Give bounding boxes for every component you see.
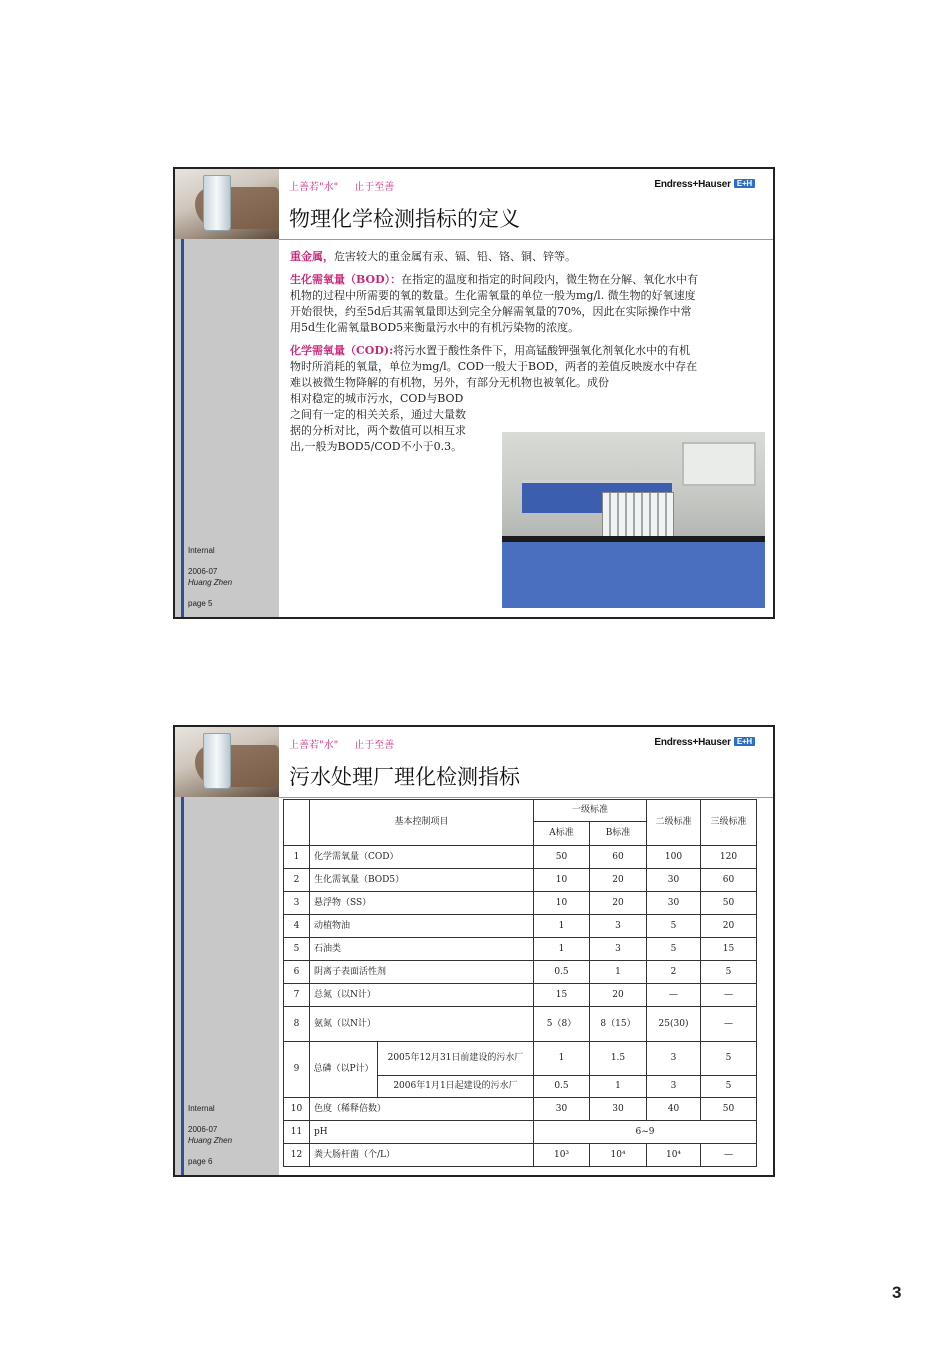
paragraph-cod: [290, 343, 700, 391]
table-row: [284, 938, 757, 961]
row-name: 动植物油: [310, 915, 534, 938]
row-name: pH: [310, 1121, 534, 1144]
table-row: [284, 984, 757, 1007]
brand-mark-icon: E+H: [734, 179, 755, 188]
cell-grade3: 5: [701, 961, 757, 984]
header-no: [284, 800, 310, 846]
cell-grade3: 60: [701, 869, 757, 892]
cell-a: 10: [534, 892, 590, 915]
cell-a: 50: [534, 846, 590, 869]
header-grade3: 三级标准: [701, 800, 757, 846]
cell-grade3: —: [701, 1144, 757, 1167]
brand-logo: [654, 737, 755, 748]
cell-grade3: 50: [701, 1098, 757, 1121]
row-name: 色度（稀释倍数）: [310, 1098, 534, 1121]
table-header-row: [284, 800, 757, 822]
brand-name: Endress+Hauser: [654, 179, 731, 190]
definition: 将污水置于酸性条件下，用高锰酸钾强氧化剂氧化水中的有机物时所消耗的氧量，单位为mg/l。COD一般大于BOD，两者的差值反映废水中存在难以被微生物降解的有机物，另外，有部分无机物也被氧化。成份: [290, 344, 698, 389]
slide-title: 污水处理厂理化检测指标: [289, 765, 520, 789]
row-name: 悬浮物（SS）: [310, 892, 534, 915]
cell-grade3: 5: [701, 1076, 757, 1098]
definition: 在指定的温度和指定的时间段内，微生物在分解、氧化水中有机物的过程中所需要的氧的数量。生化需氧量的单位一般为mg/l. 微生物的好氧速度开始很快，约至5d后其需氧量即达到完全分解需氧量的70%，因此在实际操作中常用5d生化需氧量BOD5来衡量污水中的有机污染物的浓度。: [290, 273, 699, 334]
motto-part: 上善若"水": [289, 740, 339, 751]
cell-grade3: 120: [701, 846, 757, 869]
brand-mark-icon: E+H: [734, 737, 755, 746]
table-row: [284, 1121, 757, 1144]
row-no: 3: [284, 892, 310, 915]
header-grade1: 一级标准: [534, 800, 647, 822]
meta-author: Huang Zhen: [188, 578, 233, 587]
cell-b: 3: [590, 938, 647, 961]
cell-grade2: 30: [647, 892, 701, 915]
brand-logo: [654, 179, 755, 190]
table-row: [284, 846, 757, 869]
row-condition: 2006年1月1日起建设的污水厂: [378, 1076, 534, 1098]
motto-part: 止于至善: [354, 740, 395, 751]
table-row: [284, 961, 757, 984]
cell-a: 10³: [534, 1144, 590, 1167]
definition: 危害较大的重金属有汞、镉、铅、铬、铜、锌等。: [334, 250, 576, 263]
cell-b: 1.5: [590, 1042, 647, 1076]
slide-header: [279, 727, 773, 798]
row-no: 10: [284, 1098, 310, 1121]
row-name: 化学需氧量（COD）: [310, 846, 534, 869]
page-number: 3: [892, 1283, 902, 1302]
row-no: 5: [284, 938, 310, 961]
slide-6: [173, 725, 775, 1177]
cell-a: 10: [534, 869, 590, 892]
row-name: 总氮（以N计）: [310, 984, 534, 1007]
cell-a: 0.5: [534, 1076, 590, 1098]
table-row: [284, 1098, 757, 1121]
cell-a: 15: [534, 984, 590, 1007]
row-name: 石油类: [310, 938, 534, 961]
table-row: [284, 1144, 757, 1167]
row-name: 粪大肠杆菌（个/L）: [310, 1144, 534, 1167]
cell-a: 1: [534, 1042, 590, 1076]
slide-body: [290, 249, 700, 455]
cell-b: 1: [590, 1076, 647, 1098]
cell-grade2: 10⁴: [647, 1144, 701, 1167]
slide-5: [173, 167, 775, 619]
paragraph-heavy-metal: [290, 249, 700, 265]
meta-page: page 5: [188, 599, 213, 608]
cell-grade2: 3: [647, 1042, 701, 1076]
table-row: [284, 915, 757, 938]
row-no: 6: [284, 961, 310, 984]
cell-grade2: 2: [647, 961, 701, 984]
meta-author: Huang Zhen: [188, 1136, 233, 1145]
cell-ph-range: 6~9: [534, 1121, 757, 1144]
cell-b: 20: [590, 869, 647, 892]
cell-grade2: 5: [647, 915, 701, 938]
cell-b: 1: [590, 961, 647, 984]
meta-label: Internal: [188, 1104, 215, 1113]
table-row: [284, 1007, 757, 1042]
cell-b: 30: [590, 1098, 647, 1121]
cell-a: 1: [534, 915, 590, 938]
cell-grade3: 50: [701, 892, 757, 915]
row-no: 4: [284, 915, 310, 938]
cell-a: 1: [534, 938, 590, 961]
cell-grade2: —: [647, 984, 701, 1007]
header-b: B标准: [590, 822, 647, 846]
meta-label: Internal: [188, 546, 215, 555]
row-name: 氨氮（以N计）: [310, 1007, 534, 1042]
row-no: 1: [284, 846, 310, 869]
slide-header: [279, 169, 773, 240]
cell-a: 30: [534, 1098, 590, 1121]
cell-grade3: —: [701, 1007, 757, 1042]
motto: [289, 178, 410, 193]
motto-part: 上善若"水": [289, 182, 339, 193]
row-no: 7: [284, 984, 310, 1007]
cell-b: 20: [590, 984, 647, 1007]
row-no: 8: [284, 1007, 310, 1042]
row-no: 12: [284, 1144, 310, 1167]
cell-grade3: 5: [701, 1042, 757, 1076]
meta-page: page 6: [188, 1157, 213, 1166]
row-condition: 2005年12月31日前建设的污水厂: [378, 1042, 534, 1076]
water-glass-photo: [175, 169, 279, 239]
table-row: [284, 892, 757, 915]
row-no: 11: [284, 1121, 310, 1144]
motto: [289, 736, 410, 751]
standards-table: [283, 799, 757, 1167]
header-item: 基本控制项目: [310, 800, 534, 846]
term: 重金属，: [290, 250, 334, 263]
cell-grade3: 15: [701, 938, 757, 961]
row-no: 9: [284, 1042, 310, 1098]
cell-grade2: 40: [647, 1098, 701, 1121]
cell-b: 10⁴: [590, 1144, 647, 1167]
laboratory-photo: [502, 432, 765, 608]
cell-grade3: —: [701, 984, 757, 1007]
row-no: 2: [284, 869, 310, 892]
cell-b: 60: [590, 846, 647, 869]
motto-part: 止于至善: [354, 182, 395, 193]
table-row: [284, 1042, 757, 1076]
table-row: [284, 869, 757, 892]
cell-grade2: 30: [647, 869, 701, 892]
header-a: A标准: [534, 822, 590, 846]
cell-a: 0.5: [534, 961, 590, 984]
paragraph-bod: [290, 272, 700, 336]
row-name: 阴离子表面活性剂: [310, 961, 534, 984]
cell-grade2: 3: [647, 1076, 701, 1098]
water-glass-photo: [175, 727, 279, 797]
brand-name: Endress+Hauser: [654, 737, 731, 748]
row-name: 生化需氧量（BOD5）: [310, 869, 534, 892]
header-grade2: 二级标准: [647, 800, 701, 846]
term: 生化需氧量（BOD）：: [290, 273, 402, 286]
cell-a: 5（8）: [534, 1007, 590, 1042]
cell-grade2: 100: [647, 846, 701, 869]
slide-title: 物理化学检测指标的定义: [289, 207, 520, 231]
paragraph-cod-cont: [290, 391, 470, 455]
cell-b: 3: [590, 915, 647, 938]
cell-b: 20: [590, 892, 647, 915]
term: 化学需氧量（COD):: [290, 344, 394, 357]
row-name: 总磷（以P计）: [310, 1042, 378, 1098]
meta-date: 2006-07: [188, 1125, 218, 1134]
meta-date: 2006-07: [188, 567, 218, 576]
cell-grade2: 5: [647, 938, 701, 961]
cell-b: 8（15）: [590, 1007, 647, 1042]
cell-grade3: 20: [701, 915, 757, 938]
cell-grade2: 25(30): [647, 1007, 701, 1042]
definition: 相对稳定的城市污水，COD与BOD之间有一定的相关关系，通过大量数据的分析对比，两个数值可以相互求出,一般为BOD5/COD不小于0.3。: [290, 392, 466, 453]
